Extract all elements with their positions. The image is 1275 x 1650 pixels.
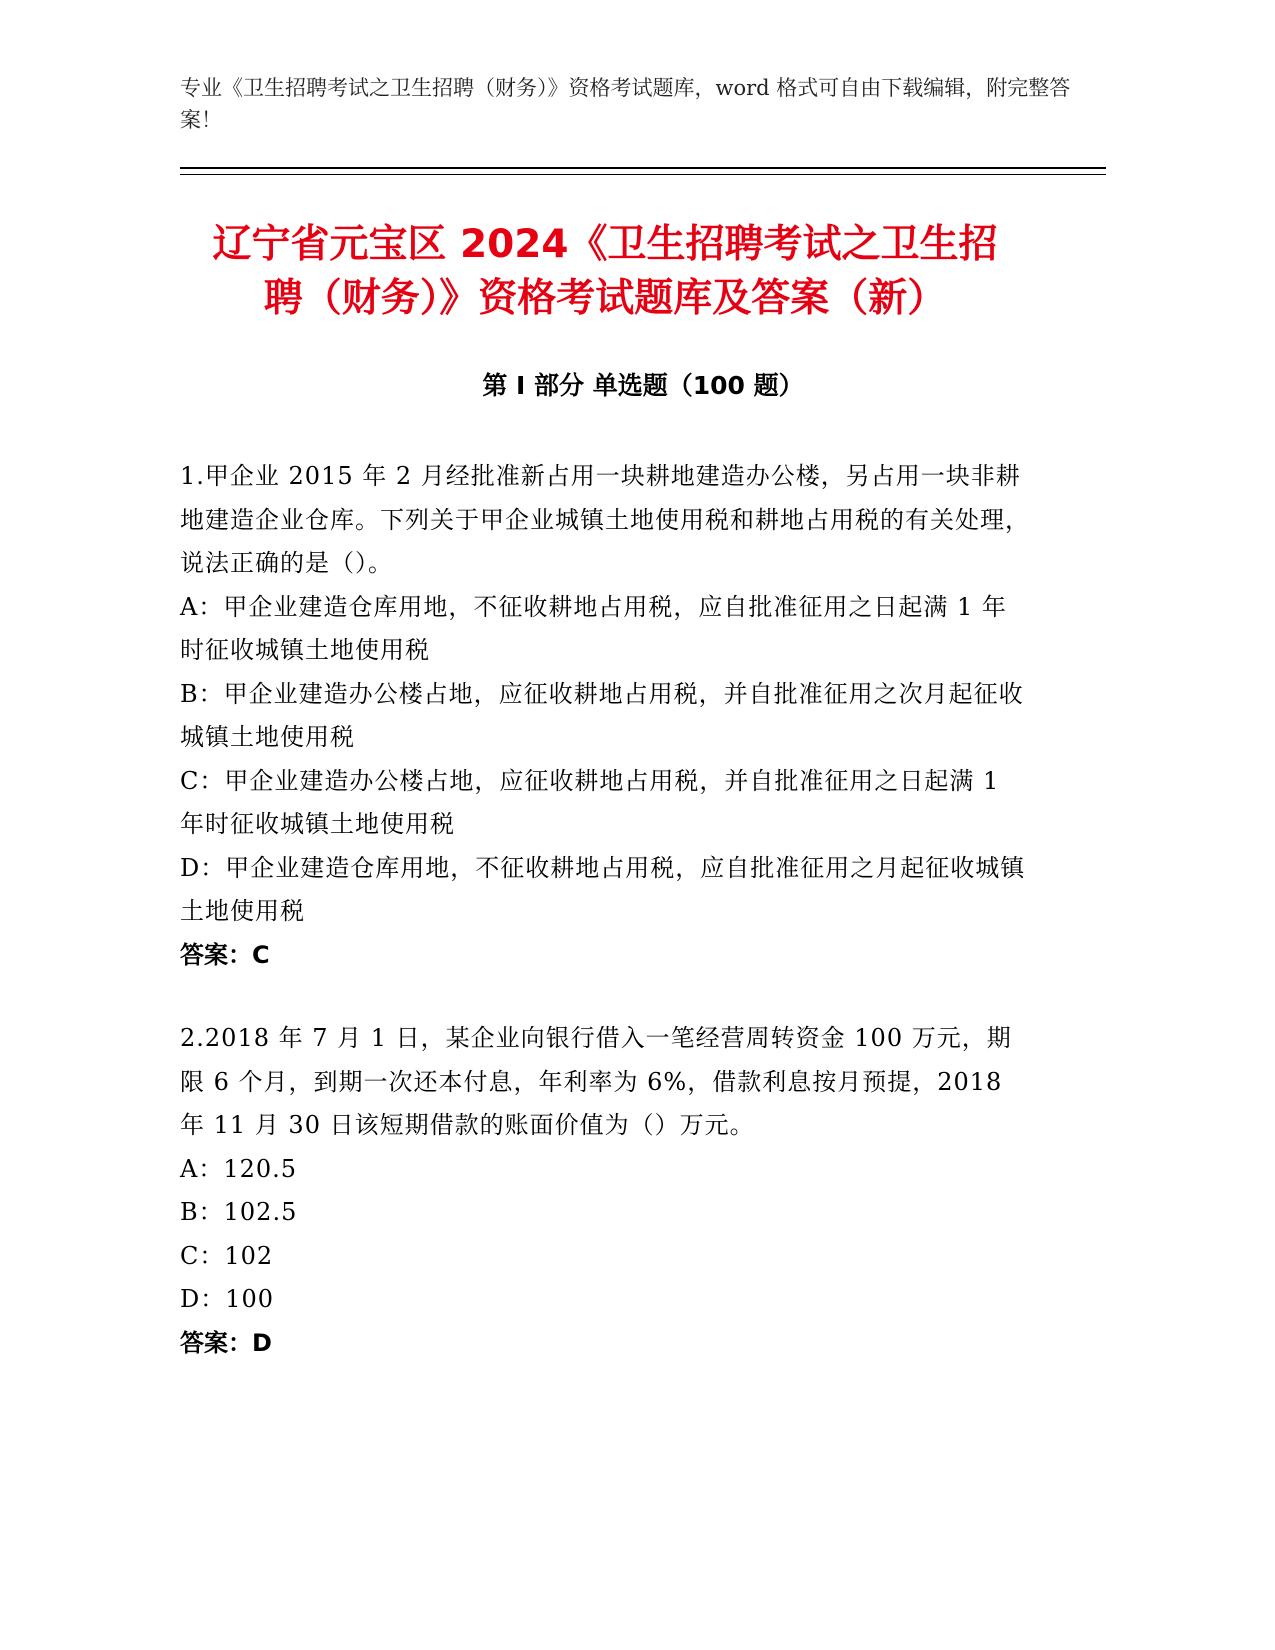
document-title-line-1: 辽宁省元宝区 2024《卫生招聘考试之卫生招: [212, 222, 998, 267]
question-2-answer: 答案：D: [180, 1328, 272, 1357]
document-title: [150, 218, 1060, 326]
question-1-option-a: A：甲企业建造仓库用地，不征收耕地占用税，应自批准征用之日起满 1 年时征收城镇土地使用税: [180, 592, 1007, 664]
question-1-answer: 答案：C: [180, 940, 270, 969]
section-title: 第 I 部分 单选题（100 题）: [482, 371, 804, 400]
question-2-stem: 2.2018 年 7 月 1 日，某企业向银行借入一笔经营周转资金 100 万元，期限 6 个月，到期一次还本付息，年利率为 6%，借款利息按月预提，2018 年 11 月 30 日该短期借款的账面价值为（）万元。: [180, 1024, 1012, 1139]
question-1-option-d: D：甲企业建造仓库用地，不征收耕地占用税，应自批准征用之月起征收城镇土地使用税: [180, 853, 1026, 925]
question-list: [180, 455, 1030, 1405]
header-rule-thick: [180, 167, 1106, 169]
question-1-option-b: B：甲企业建造办公楼占地，应征收耕地占用税，并自批准征用之次月起征收城镇土地使用税: [180, 679, 1024, 751]
question-2-option-d: D：100: [180, 1285, 275, 1313]
question-1-stem: 1.甲企业 2015 年 2 月经批准新占用一块耕地建造办公楼，另占用一块非耕地建造企业仓库。下列关于甲企业城镇土地使用税和耕地占用税的有关处理，说法正确的是（）。: [180, 462, 1030, 577]
question-2-option-b: B：102.5: [180, 1198, 298, 1226]
header-rule-thin: [180, 174, 1106, 175]
question-2-option-a: A：120.5: [180, 1154, 298, 1183]
header-note: 专业《卫生招聘考试之卫生招聘（财务）》资格考试题库，word 格式可自由下载编辑，附完整答案！: [180, 76, 1071, 132]
question-1-option-c: C：甲企业建造办公楼占地，应征收耕地占用税，并自批准征用之日起满 1 年时征收城镇土地使用税: [180, 766, 1000, 838]
question-2-option-c: C：102: [180, 1241, 274, 1270]
document-title-line-2: 聘（财务）》资格考试题库及答案（新）: [263, 276, 947, 321]
question-2: [180, 1017, 1030, 1365]
question-1: [180, 455, 1030, 977]
